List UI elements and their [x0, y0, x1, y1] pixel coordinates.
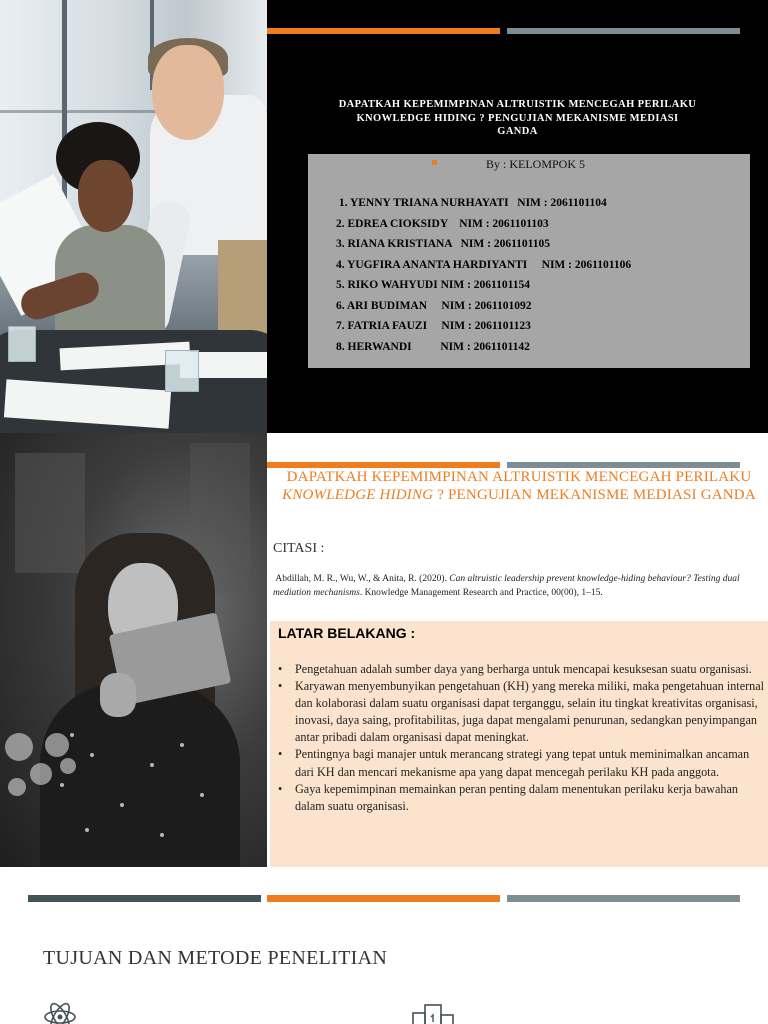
member-row: 5. RIKO WAHYUDI NIM : 2061101154 — [336, 279, 531, 291]
podium-icon — [411, 1001, 457, 1024]
accent-bar-orange — [267, 28, 500, 34]
accent-bar-gray — [507, 895, 740, 902]
background-box — [270, 621, 768, 867]
member-row: 4. YUGFIRA ANANTA HARDIYANTI NIM : 2061101106 — [336, 258, 632, 271]
citation-heading: CITASI : — [273, 541, 325, 556]
member-row: 3. RIANA KRISTIANA NIM : 2061101105 — [336, 238, 551, 250]
list-item: • Karyawan menyembunyikan pengetahuan (KH) yang mereka miliki, maka pengetahuan internal dan kolaborasi dalam suatu organisasi dapat terganggu, selain itu tingkat kreativitas organisasi, inovasi, daya saing, profitabilitas, juga dapat mengalami penurunan, sedangkan penyimpangan antar pribadi dalam organisasi dapat meningkat. — [278, 678, 768, 746]
slide-objectives — [0, 867, 768, 1024]
member-row: 8. HERWANDI NIM : 2061101142 — [336, 340, 530, 353]
group-members-box — [308, 154, 750, 368]
accent-bar-gray — [507, 28, 740, 34]
slide-heading: TUJUAN DAN METODE PENELITIAN — [43, 947, 388, 969]
bullet-square-icon — [432, 160, 437, 165]
office-meeting-photo — [0, 0, 267, 433]
slide-title — [0, 0, 768, 433]
list-item: • Pengetahuan adalah sumber daya yang berharga untuk mencapai kesuksesan suatu organisasi. — [278, 661, 768, 678]
list-item: • Gaya kepemimpinan memainkan peran penting dalam menentukan perilaku kerja bawahan dalam suatu organisasi. — [278, 781, 768, 815]
accent-bar-orange — [267, 895, 500, 902]
slide-background — [0, 433, 768, 867]
presentation-title: DAPATKAH KEPEMIMPINAN ALTRUISTIK MENCEGAH PERILAKU KNOWLEDGE HIDING ? PENGUJIAN MEKANISME MEDIASI GANDA — [338, 99, 697, 137]
member-row: 2. EDREA CIOKSIDY NIM : 2061101103 — [336, 217, 549, 230]
accent-bar-dark — [28, 895, 261, 902]
woman-tablet-photo — [0, 433, 267, 867]
background-heading: LATAR BELAKANG : — [278, 625, 416, 641]
member-row: 6. ARI BUDIMAN NIM : 2061101092 — [336, 299, 532, 312]
atom-icon — [42, 1001, 78, 1024]
citation-text: Abdillah, M. R., Wu, W., & Anita, R. (2020). Can altruistic leadership prevent knowledge-hiding behaviour? Testing dual mediation mechanisms. Knowledge Management Research and Practice, 00(00), 1–15. — [273, 574, 740, 598]
member-list — [336, 197, 631, 361]
slide-heading: DAPATKAH KEPEMIMPINAN ALTRUISTIK MENCEGAH PERILAKU KNOWLEDGE HIDING ? PENGUJIAN MEKANISME MEDIASI GANDA — [282, 469, 756, 503]
group-label: By : KELOMPOK 5 — [486, 157, 586, 171]
background-list — [278, 661, 768, 815]
member-row: 7. FATRIA FAUZI NIM : 2061101123 — [336, 320, 531, 332]
member-row: 1. YENNY TRIANA NURHAYATI NIM : 2061101104 — [336, 197, 607, 209]
list-item: • Pentingnya bagi manajer untuk merancang strategi yang tepat untuk meminimalkan ancaman dari KH dan mencari mekanisme apa yang dapat mencegah perilaku KH pada anggota. — [278, 746, 768, 780]
